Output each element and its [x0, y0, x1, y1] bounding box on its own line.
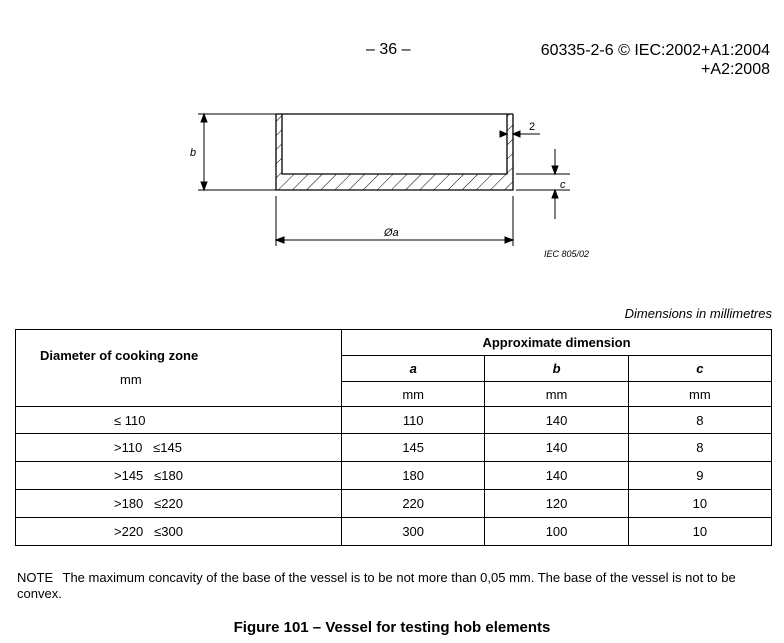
value-a: 220 [342, 490, 485, 518]
value-c: 9 [628, 462, 771, 490]
note-text: The maximum concavity of the base of the vessel is to be not more than 0,05 mm. The base of the vessel is not to be convex. [17, 570, 736, 601]
sub-unit-c: mm [628, 382, 771, 407]
sub-header-c: c [628, 356, 771, 382]
sub-header-b: b [485, 356, 628, 382]
value-b: 140 [485, 407, 628, 434]
table-row [16, 490, 772, 518]
value-b: 100 [485, 518, 628, 546]
value-c: 8 [628, 407, 771, 434]
figure-caption: Figure 101 – Vessel for testing hob elements [233, 619, 551, 636]
table-row [16, 462, 772, 490]
value-a: 300 [342, 518, 485, 546]
value-c: 10 [628, 518, 771, 546]
table-row [16, 518, 772, 546]
dimensions-table [15, 329, 772, 546]
standard-reference [541, 41, 770, 79]
table-row [16, 407, 772, 434]
zone-cell: ≤ 110 [16, 407, 342, 434]
note [17, 570, 774, 602]
label-c: c [560, 179, 566, 191]
standard-line-2: +A2:2008 [701, 61, 770, 78]
vessel-diagram [180, 104, 600, 254]
value-b: 140 [485, 462, 628, 490]
label-2: 2 [529, 121, 536, 133]
value-b: 120 [485, 490, 628, 518]
page-number: – 36 – [366, 41, 411, 58]
dimension-b [198, 114, 276, 190]
group-header: Approximate dimension [342, 330, 772, 356]
col-header-diameter: Diameter of cooking zone mm [16, 330, 342, 407]
zone-cell: >220 ≤300 [16, 518, 342, 546]
col-header-unit: mm [120, 372, 142, 387]
value-a: 110 [342, 407, 485, 434]
dimensions-note: Dimensions in millimetres [624, 306, 772, 321]
label-b: b [190, 147, 197, 159]
iec-figure-ref: IEC 805/02 [544, 249, 590, 259]
zone-cell: >180 ≤220 [16, 490, 342, 518]
value-a: 180 [342, 462, 485, 490]
label-a: Øa [384, 227, 399, 239]
standard-line-1: 60335-2-6 © IEC:2002+A1:2004 [540, 42, 770, 59]
zone-cell: >110 ≤145 [16, 434, 342, 462]
note-tag: NOTE [17, 570, 54, 585]
sub-header-a: a [342, 356, 485, 382]
value-a: 145 [342, 434, 485, 462]
value-c: 8 [628, 434, 771, 462]
sub-unit-a: mm [342, 382, 485, 407]
sub-unit-b: mm [485, 382, 628, 407]
vessel-hatch [276, 114, 513, 190]
table-row [16, 434, 772, 462]
value-c: 10 [628, 490, 771, 518]
value-b: 140 [485, 434, 628, 462]
zone-cell: >145 ≤180 [16, 462, 342, 490]
